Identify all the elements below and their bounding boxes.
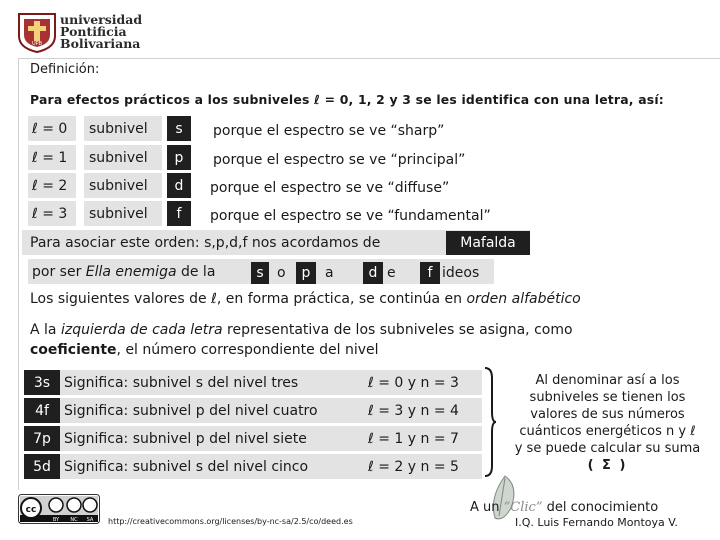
- svg-text:UPB: UPB: [31, 41, 43, 47]
- subnivel-label: subnivel: [84, 116, 162, 141]
- example-meaning: Significa: subnivel s del nivel tres: [60, 370, 362, 395]
- section-title: Definición:: [30, 62, 100, 77]
- reason-text: porque el espectro se ve “sharp”: [213, 122, 445, 139]
- para2-bold: coeficiente: [30, 342, 117, 358]
- note-line: valores de sus números: [530, 407, 685, 422]
- university-seal-logo: [16, 10, 58, 54]
- reason-text: porque el espectro se ve “principal”: [213, 151, 466, 168]
- example-meaning: Significa: subnivel p del nivel siete: [60, 426, 362, 451]
- prefix-text: por ser: [32, 263, 82, 280]
- para2-italic: izquierda de cada letra: [60, 322, 223, 338]
- university-name-logo: [60, 14, 142, 50]
- note-line: cuánticos energéticos n y ℓ: [519, 424, 696, 439]
- para1-text: Los siguientes valores de ℓ, en forma práctica, se continúa en: [30, 291, 467, 307]
- letter-e: e: [387, 265, 396, 281]
- note-line: Al denominar así a los: [535, 373, 680, 388]
- letter-f-box: f: [420, 262, 440, 284]
- reason-text: porque el espectro se ve “fundamental”: [210, 207, 491, 224]
- mnemonic-text: Para asociar este orden: s,p,d,f nos acordamos de: [30, 234, 381, 251]
- example-values: ℓ = 0 y n = 3: [362, 370, 482, 395]
- de-la-text: de la: [180, 263, 216, 280]
- subnivel-label: subnivel: [84, 201, 162, 226]
- letter-box: s: [167, 116, 191, 141]
- svg-text:NC: NC: [70, 517, 78, 523]
- example-code: 5d: [24, 454, 60, 479]
- logo-line-3: Bolivariana: [60, 36, 141, 51]
- logo-line-1: universidad: [60, 12, 143, 27]
- example-meaning: Significa: subnivel s del nivel cinco: [60, 454, 362, 479]
- example-values: ℓ = 1 y n = 7: [362, 426, 482, 451]
- intro-text: Para efectos prácticos a los subniveles ℓ = 0, 1, 2 y 3 se les identifica con una letra, así:: [30, 92, 664, 107]
- l-value: ℓ = 3: [28, 201, 76, 226]
- letter-d-box: d: [363, 262, 383, 284]
- italic-text: Ella enemiga: [85, 263, 177, 280]
- slogan-post: del conocimiento: [542, 500, 659, 515]
- para2-post: representativa de los subniveles se asigna, como: [222, 322, 573, 338]
- svg-text:cc: cc: [25, 505, 37, 515]
- para1-italic: orden alfabético: [466, 291, 581, 307]
- coefficient-note: [30, 320, 710, 360]
- example-values: ℓ = 3 y n = 4: [362, 398, 482, 423]
- example-meaning: Significa: subnivel p del nivel cuatro: [60, 398, 362, 423]
- alphabetical-note: [30, 291, 581, 307]
- author-name: I.Q. Luis Fernando Montoya V.: [515, 516, 678, 529]
- license-link[interactable]: http://creativecommons.org/licenses/by-nc-sa/2.5/co/deed.es: [108, 517, 353, 526]
- letter-a: a: [325, 265, 334, 281]
- note-line: subniveles se tienen los: [529, 390, 686, 405]
- reason-text: porque el espectro se ve “diffuse”: [210, 179, 450, 196]
- letter-p-box: p: [296, 262, 316, 284]
- subnivel-label: subnivel: [84, 173, 162, 198]
- subnivel-label: subnivel: [84, 145, 162, 170]
- l-value: ℓ = 0: [28, 116, 76, 141]
- slogan: [470, 500, 658, 515]
- slogan-clic: “Clic”: [503, 500, 543, 515]
- l-value: ℓ = 2: [28, 173, 76, 198]
- creative-commons-badge-icon[interactable]: [18, 494, 100, 524]
- svg-text:SA: SA: [86, 517, 94, 523]
- para2-post2: , el número correspondiente del nivel: [116, 342, 379, 358]
- example-code: 7p: [24, 426, 60, 451]
- letter-box: p: [167, 145, 191, 170]
- letter-box: f: [167, 201, 191, 226]
- example-values: ℓ = 2 y n = 5: [362, 454, 482, 479]
- example-code: 4f: [24, 398, 60, 423]
- letter-o: o: [277, 265, 286, 281]
- note-line: y se puede calcular su suma: [514, 441, 701, 456]
- svg-text:BY: BY: [52, 517, 60, 523]
- right-brace-icon: [483, 366, 497, 478]
- example-code: 3s: [24, 370, 60, 395]
- letter-s-box: s: [251, 262, 269, 284]
- sum-note: [500, 372, 715, 474]
- ideos-text: ideos: [442, 265, 480, 281]
- para2-pre: A la: [30, 322, 61, 338]
- slogan-pre: A un: [470, 500, 504, 515]
- logo-line-2: Pontificia: [60, 24, 127, 39]
- mnemonic-explain: [32, 259, 215, 284]
- letter-box: d: [167, 173, 191, 198]
- l-value: ℓ = 1: [28, 145, 76, 170]
- note-line: ( Σ ): [587, 458, 628, 473]
- mafalda-box: Mafalda: [446, 231, 530, 255]
